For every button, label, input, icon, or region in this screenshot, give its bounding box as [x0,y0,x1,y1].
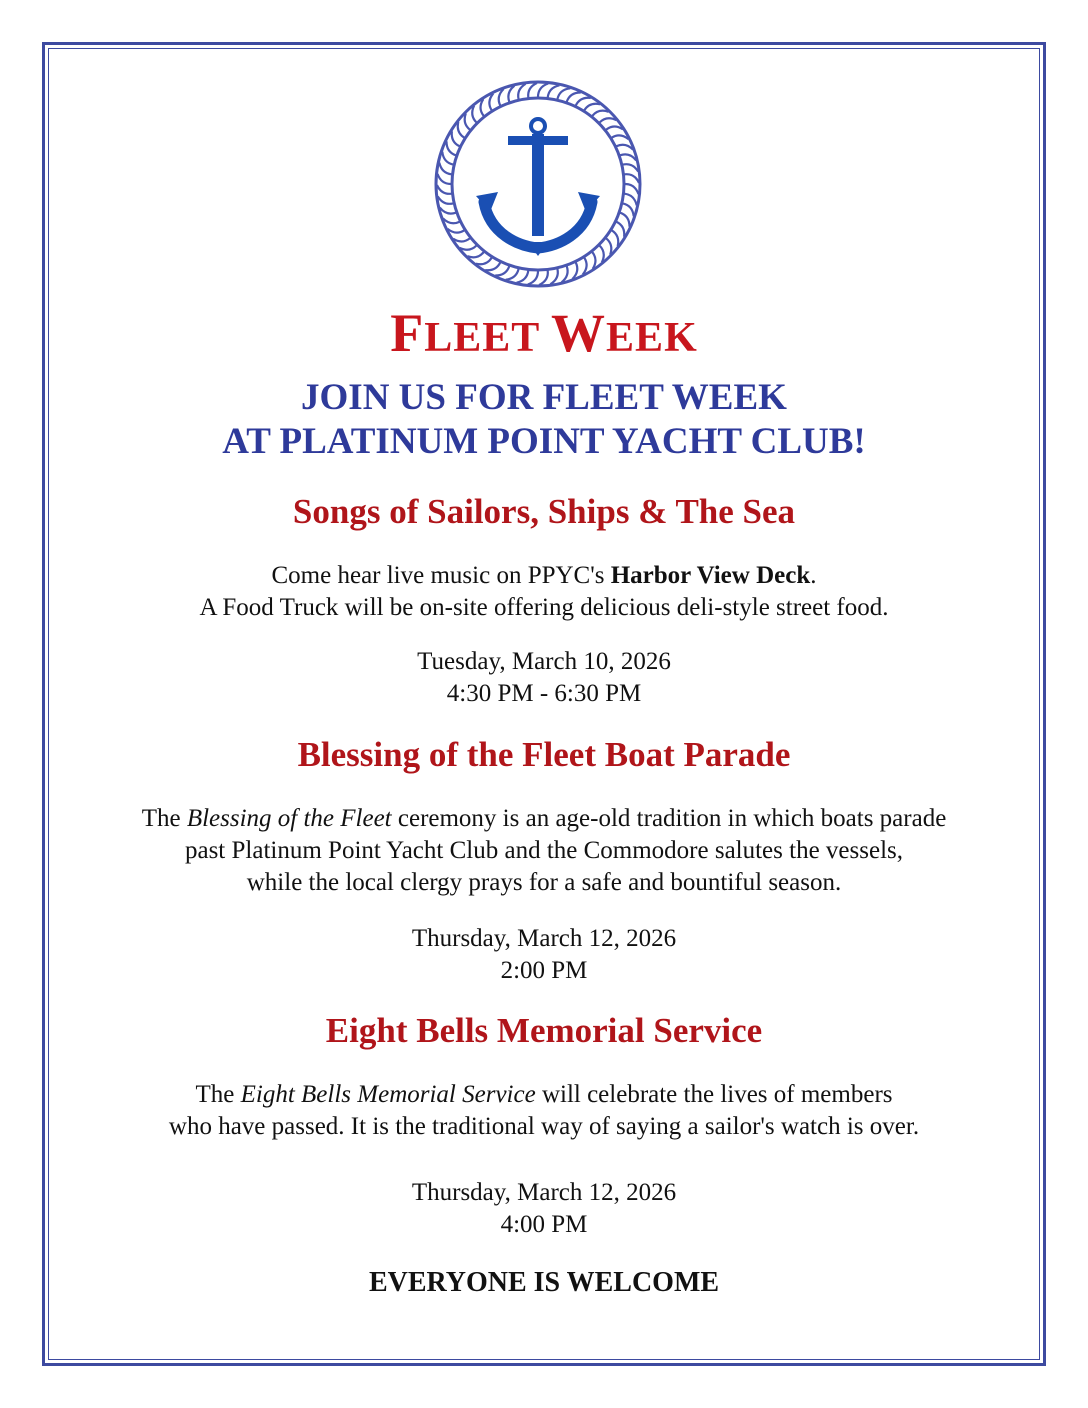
rope-strand [606,238,611,254]
rope-strand [600,246,604,263]
rope-strand [452,131,460,146]
rope-strand [481,99,484,116]
headline-line-2: AT PLATINUM POINT YACHT CLUB! [222,421,866,462]
event-datetime-eight-bells [0,1177,1088,1241]
event-time: 4:30 PM - 6:30 PM [446,680,642,707]
rope-strand [518,84,525,99]
headline-line-1: JOIN US FOR FLEET WEEK [301,377,787,418]
event-datetime-blessing [0,923,1088,987]
ceremony-name: Blessing of the Fleet [186,805,392,832]
description-line: while the local clergy prays for a safe and bountiful season. [246,869,842,896]
event-title-eight-bells: Eight Bells Memorial Service [325,1011,763,1050]
rope-strand [625,184,639,194]
fleet-week-wordmark [0,302,1088,364]
description-line [0,560,1088,592]
description-line: who have passed. It is the traditional way of saying a sailor's watch is over. [168,1113,920,1140]
rope-strand [606,127,623,130]
welcome-message: EVERYONE IS WELCOME [368,1267,720,1298]
rope-strand [453,238,470,241]
rope-strand [612,135,629,139]
rope-strand [438,174,452,184]
rope-strand [592,111,608,116]
text-span: Come hear live music on PPYC's [271,562,611,589]
wordmark-letter: W [551,303,607,363]
description-line: past Platinum Point Yacht Club and the Commodore salutes the vessels, [184,837,904,864]
rope-strand [538,84,548,98]
rope-strand [448,229,465,233]
rope-strand [620,154,636,160]
rope-strand [592,252,595,269]
event-title-songs: Songs of Sailors, Ships & The Sea [292,492,796,531]
rope-strand [458,122,465,138]
text-span: . [810,562,817,589]
rope-strand [612,230,619,246]
rope-strand [528,271,538,285]
rope-strand [576,98,591,106]
rope-strand [440,208,456,214]
rope-strand [460,246,477,250]
rope-strand [528,83,537,98]
event-description-songs [0,560,1088,624]
rope-strand [485,262,500,270]
rope-strand [508,86,514,102]
event-description-eight-bells [0,1079,1088,1143]
rope-strand [437,185,452,194]
rope-strand [467,252,483,257]
event-date: Thursday, March 12, 2026 [411,1179,677,1206]
text-span: ceremony is an age-old tradition in which boats parade [391,805,947,832]
anchor-in-rope-ring-icon [428,74,648,294]
event-date: Thursday, March 12, 2026 [411,925,677,952]
service-name: Eight Bells Memorial Service [240,1081,536,1108]
event-time: 2:00 PM [500,957,588,984]
rope-strand [616,145,633,150]
rope-strand [562,266,568,282]
event-time: 4:00 PM [500,1211,588,1238]
event-date: Tuesday, March 10, 2026 [417,648,671,675]
rope-strand [623,164,638,171]
event-title-blessing: Blessing of the Fleet Boat Parade [297,735,791,774]
wordmark-letter: F [390,303,425,363]
rope-strand [583,258,587,275]
rope-strand [625,174,640,183]
rope-strand [584,104,600,111]
event-datetime-songs [0,646,1088,710]
rope-strand [489,94,493,111]
text-span: The [195,1081,241,1108]
rope-strand [476,258,492,265]
text-span: will celebrate the lives of members [535,1081,893,1108]
rope-strand [438,196,453,203]
text-span: The [141,805,187,832]
rope-strand [472,106,476,123]
page-headline [0,376,1088,464]
rope-strand [600,118,617,122]
venue-name: Harbor View Deck [610,562,811,589]
rope-strand [550,269,557,284]
description-line [0,1079,1088,1111]
rope-strand [572,262,577,279]
wordmark-text: EEK [606,315,698,361]
description-line: A Food Truck will be on-site offering delicious deli-style street food. [199,594,889,621]
rope-strand [499,89,504,106]
rope-strand [465,113,470,129]
rope-strand [443,218,460,223]
rope-strand [539,271,548,286]
description-line [0,803,1088,835]
rope-strand [616,222,624,237]
wordmark-text: LEET [424,315,552,361]
event-description-blessing [0,803,1088,899]
